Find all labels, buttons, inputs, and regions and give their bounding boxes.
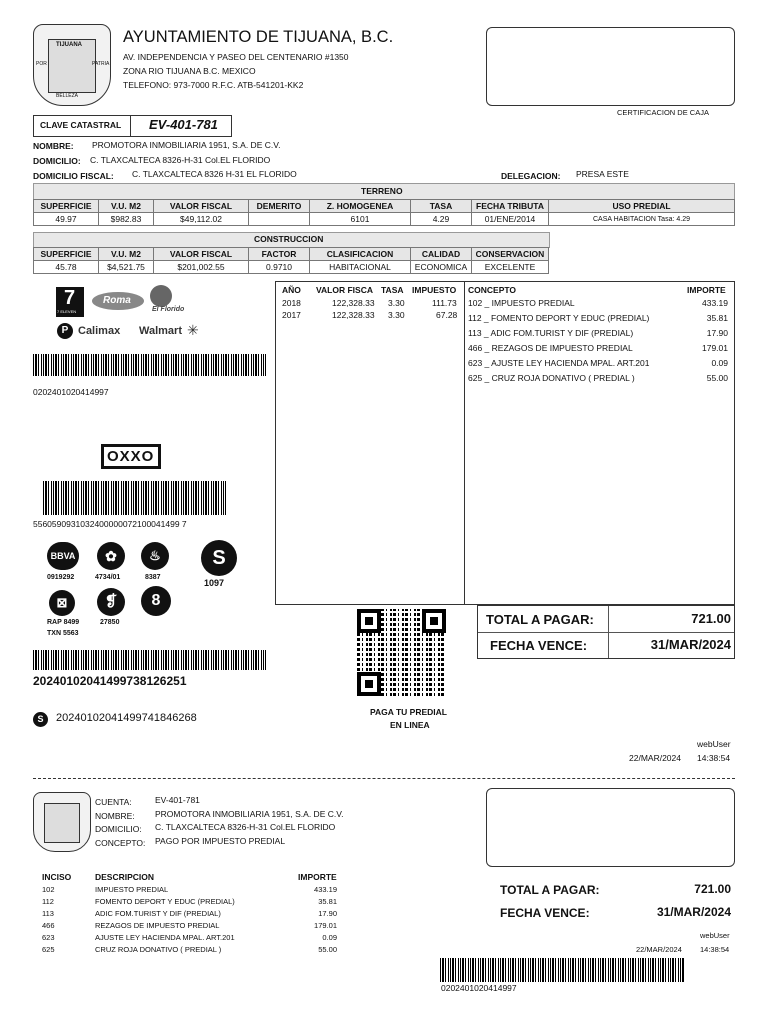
- years-cell: 3.30: [388, 298, 405, 308]
- cut-line: [33, 778, 735, 779]
- walmart-spark-icon: ✳: [187, 322, 199, 338]
- bank2-icon: ✿: [97, 542, 125, 570]
- construccion-table: [33, 247, 549, 274]
- construccion-cell: HABITACIONAL: [310, 261, 411, 274]
- concept-amount: 433.19: [702, 298, 728, 308]
- receipt-header: IMPORTE: [298, 872, 337, 882]
- store-barcode: [33, 354, 266, 376]
- calimax-icon: P: [57, 323, 73, 339]
- receipt-inciso: 623: [42, 933, 55, 942]
- construccion-cell: $201,002.55: [154, 261, 249, 274]
- receipt-description: ADIC FOM.TURIST Y DIF (PREDIAL): [95, 909, 221, 918]
- bank5-icon: ⊠: [49, 590, 75, 616]
- receipt-amount: 0.09: [322, 933, 337, 942]
- header-phone: TELEFONO: 973-7000 R.F.C. ATB-541201-KK2: [123, 80, 304, 90]
- years-cell: 122,328.33: [332, 310, 375, 320]
- receipt-barcode: [440, 958, 685, 982]
- oxxo-logo: OXXO: [101, 444, 161, 469]
- concept-label: 102 _ IMPUESTO PREDIAL: [468, 298, 575, 308]
- concept-amount: 35.81: [706, 313, 728, 323]
- receipt-header: DESCRIPCION: [95, 872, 155, 882]
- receipt-description: FOMENTO DEPORT Y EDUC (PREDIAL): [95, 897, 235, 906]
- terreno-cell: 6101: [310, 213, 411, 226]
- receipt-inciso: 102: [42, 885, 55, 894]
- terreno-header: DEMERITO: [249, 200, 310, 213]
- receipt-amount: 433.19: [314, 885, 337, 894]
- total-value: 721.00: [691, 611, 731, 626]
- receipt-nombre-label: NOMBRE:: [95, 811, 135, 821]
- receipt-amount: 179.01: [314, 921, 337, 930]
- concept-label: 113 _ ADIC FOM.TURIST Y DIF (PREDIAL): [468, 328, 634, 338]
- seven-eleven-logo: 7 7 ELEVEN: [56, 287, 84, 317]
- page-title: AYUNTAMIENTO DE TIJUANA, B.C.: [123, 28, 394, 46]
- calimax-logo: P Calimax: [57, 323, 133, 341]
- terreno-cell: 01/ENE/2014: [472, 213, 549, 226]
- cash-certification-box: [486, 27, 735, 106]
- receipt-concepto-value: PAGO POR IMPUESTO PREDIAL: [155, 836, 286, 846]
- terreno-cell: 49.97: [34, 213, 99, 226]
- years-header: AÑO: [282, 285, 301, 295]
- receipt-cuenta-label: CUENTA:: [95, 797, 132, 807]
- construccion-header: CONSERVACION: [472, 248, 549, 261]
- receipt-nombre-value: PROMOTORA INMOBILIARIA 1951, S.A. DE C.V.: [155, 809, 344, 819]
- construccion-cell: 0.9710: [249, 261, 310, 274]
- receipt-amount: 35.81: [318, 897, 337, 906]
- receipt-amount: 55.00: [318, 945, 337, 954]
- stamp-time: 14:38:54: [697, 753, 731, 763]
- terreno-header: V.U. M2: [99, 200, 154, 213]
- receipt-cuenta-value: EV-401-781: [155, 795, 200, 805]
- years-cell: 111.73: [432, 298, 457, 308]
- qr-code[interactable]: [357, 609, 446, 696]
- bank6-icon: ❡: [97, 588, 125, 616]
- bank-logos: [33, 538, 237, 644]
- santander-small-icon: S: [33, 712, 48, 727]
- due-date-value: 31/MAR/2024: [650, 637, 731, 652]
- santander-number: 1097: [204, 578, 225, 588]
- el-florido-logo: El Florido: [148, 285, 202, 317]
- concepts-header: CONCEPTO: [468, 285, 517, 295]
- terreno-cell: [249, 213, 310, 226]
- terreno-cell: 4.29: [411, 213, 472, 226]
- receipt-stamp-date: 22/MAR/2024: [636, 945, 682, 954]
- header-address2: ZONA RIO TIJUANA B.C. MEXICO: [123, 66, 256, 76]
- receipt-domicilio-label: DOMICILIO:: [95, 824, 142, 834]
- receipt-due-date-label: FECHA VENCE:: [500, 906, 590, 920]
- bbva-icon: BBVA: [47, 542, 79, 570]
- receipt-total-value: 721.00: [694, 882, 731, 896]
- santander-icon: S: [201, 540, 237, 576]
- pay-online-line1: PAGA TU PREDIAL: [370, 707, 447, 717]
- walmart-logo: Walmart ✳: [139, 322, 199, 338]
- receipt-inciso: 466: [42, 921, 55, 930]
- receipt-due-date-value: 31/MAR/2024: [656, 905, 731, 919]
- concept-amount: 17.90: [706, 328, 728, 338]
- terreno-header: USO PREDIAL: [549, 200, 735, 213]
- bbva-number: 0919292: [47, 574, 75, 581]
- terreno-title: TERRENO: [361, 186, 403, 196]
- construccion-title: CONSTRUCCION: [254, 234, 324, 244]
- payment-barcode: [33, 650, 266, 670]
- construccion-cell: ECONOMICA: [411, 261, 472, 274]
- construccion-cell: $4,521.75: [99, 261, 154, 274]
- years-header: TASA: [381, 285, 404, 295]
- receipt-inciso: 113: [42, 909, 54, 918]
- receipt-description: REZAGOS DE IMPUESTO PREDIAL: [95, 921, 220, 930]
- years-cell: 2017: [282, 310, 301, 320]
- receipt-header: INCISO: [42, 872, 72, 882]
- receipt-city-seal: [33, 792, 91, 852]
- concept-amount: 0.09: [711, 358, 728, 368]
- construccion-header: FACTOR: [249, 248, 310, 261]
- receipt-stamp-time: 14:38:54: [700, 945, 730, 954]
- bank7-icon: 8: [141, 586, 171, 616]
- terreno-header: FECHA TRIBUTA: [472, 200, 549, 213]
- pay-online-line2: EN LINEA: [390, 720, 430, 730]
- terreno-header: SUPERFICIE: [34, 200, 99, 213]
- bank3-icon: ♨: [141, 542, 169, 570]
- receipt-inciso: 625: [42, 945, 55, 954]
- city-seal: [33, 24, 111, 106]
- terreno-header: VALOR FISCAL: [154, 200, 249, 213]
- construccion-header: CALIDAD: [411, 248, 472, 261]
- rap-number: RAP 8499: [47, 619, 80, 626]
- concept-amount: 55.00: [706, 373, 728, 383]
- receipt-total-label: TOTAL A PAGAR:: [500, 883, 600, 897]
- bank3-number: 8387: [145, 574, 161, 581]
- nombre-value: PROMOTORA INMOBILIARIA 1951, S.A. DE C.V.: [92, 140, 281, 150]
- concept-label: 625 _ CRUZ ROJA DONATIVO ( PREDIAL ): [468, 373, 635, 383]
- years-cell: 2018: [282, 298, 301, 308]
- due-date-label: FECHA VENCE:: [490, 638, 588, 653]
- oxxo-barcode: [43, 481, 226, 515]
- receipt-description: AJUSTE LEY HACIENDA MPAL. ART.201: [95, 933, 235, 942]
- terreno-table: [33, 199, 735, 226]
- receipt-domicilio-value: C. TLAXCALTECA 8326-H-31 Col.EL FLORIDO: [155, 822, 336, 832]
- stamp-date: 22/MAR/2024: [629, 753, 681, 763]
- delegacion-value: PRESA ESTE: [576, 169, 629, 179]
- construccion-header: SUPERFICIE: [34, 248, 99, 261]
- seal-left-text: POR: [36, 61, 47, 67]
- domicilio-label: DOMICILIO:: [33, 156, 81, 166]
- receipt-barcode-text: 0202401020414997: [441, 983, 517, 993]
- store-barcode-text: 0202401020414997: [33, 387, 109, 397]
- domicilio-fiscal-label: DOMICILIO FISCAL:: [33, 171, 114, 181]
- domicilio-value: C. TLAXCALTECA 8326-H-31 Col.EL FLORIDO: [90, 155, 271, 165]
- txn-number: TXN 5563: [47, 630, 79, 637]
- receipt-concepto-label: CONCEPTO:: [95, 838, 146, 848]
- seal-top-text: TIJUANA: [56, 42, 83, 48]
- receipt-certification-box: [486, 788, 735, 867]
- terreno-header: Z. HOMOGENEA: [310, 200, 411, 213]
- construccion-header: CLASIFICACION: [310, 248, 411, 261]
- years-cell: 67.28: [436, 310, 458, 320]
- concept-label: 466 _ REZAGOS DE IMPUESTO PREDIAL: [468, 343, 633, 353]
- receipt-stamp-user: webUser: [700, 931, 730, 940]
- santander-reference: 20240102041499741846268: [56, 712, 197, 724]
- header-address1: AV. INDEPENDENCIA Y PASEO DEL CENTENARIO #1350: [123, 52, 349, 62]
- seal-right-text: PATRIA: [92, 61, 110, 67]
- payment-barcode-text: 20240102041499738126251: [33, 674, 187, 688]
- bank2-number: 4734/01: [95, 574, 121, 581]
- construccion-cell: 45.78: [34, 261, 99, 274]
- concept-label: 112 _ FOMENTO DEPORT Y EDUC (PREDIAL): [468, 313, 650, 323]
- bank6-number: 27850: [100, 619, 120, 626]
- years-cell: 122,328.33: [332, 298, 375, 308]
- terreno-cell: $49,112.02: [154, 213, 249, 226]
- importe-header: IMPORTE: [687, 285, 726, 295]
- concept-label: 623 _ AJUSTE LEY HACIENDA MPAL. ART.201: [468, 358, 650, 368]
- oxxo-barcode-text: 5560590931032400000072100041499 7: [33, 519, 187, 529]
- receipt-inciso: 112: [42, 897, 54, 906]
- years-panel: [275, 281, 465, 605]
- clave-catastral-label: CLAVE CATASTRAL: [40, 120, 122, 130]
- roma-logo: Roma: [92, 292, 144, 310]
- terreno-cell: CASA HABITACION Tasa: 4.29: [549, 213, 735, 226]
- concept-amount: 179.01: [702, 343, 728, 353]
- total-label: TOTAL A PAGAR:: [486, 612, 594, 627]
- years-header: IMPUESTO: [412, 285, 457, 295]
- stamp-user: webUser: [697, 739, 731, 749]
- seal-bottom-text: BELLEZA: [56, 93, 78, 99]
- construccion-cell: EXCELENTE: [472, 261, 549, 274]
- clave-catastral-value: EV-401-781: [149, 117, 218, 132]
- terreno-cell: $982.83: [99, 213, 154, 226]
- construccion-header: V.U. M2: [99, 248, 154, 261]
- receipt-description: CRUZ ROJA DONATIVO ( PREDIAL ): [95, 945, 222, 954]
- nombre-label: NOMBRE:: [33, 141, 74, 151]
- receipt-amount: 17.90: [318, 909, 337, 918]
- cash-certification-label: CERTIFICACION DE CAJA: [617, 108, 709, 117]
- construccion-header: VALOR FISCAL: [154, 248, 249, 261]
- years-cell: 3.30: [388, 310, 405, 320]
- receipt-description: IMPUESTO PREDIAL: [95, 885, 169, 894]
- domicilio-fiscal-value: C. TLAXCALTECA 8326 H-31 EL FLORIDO: [132, 169, 297, 179]
- delegacion-label: DELEGACION:: [501, 171, 561, 181]
- years-header: VALOR FISCA: [316, 285, 373, 295]
- terreno-header: TASA: [411, 200, 472, 213]
